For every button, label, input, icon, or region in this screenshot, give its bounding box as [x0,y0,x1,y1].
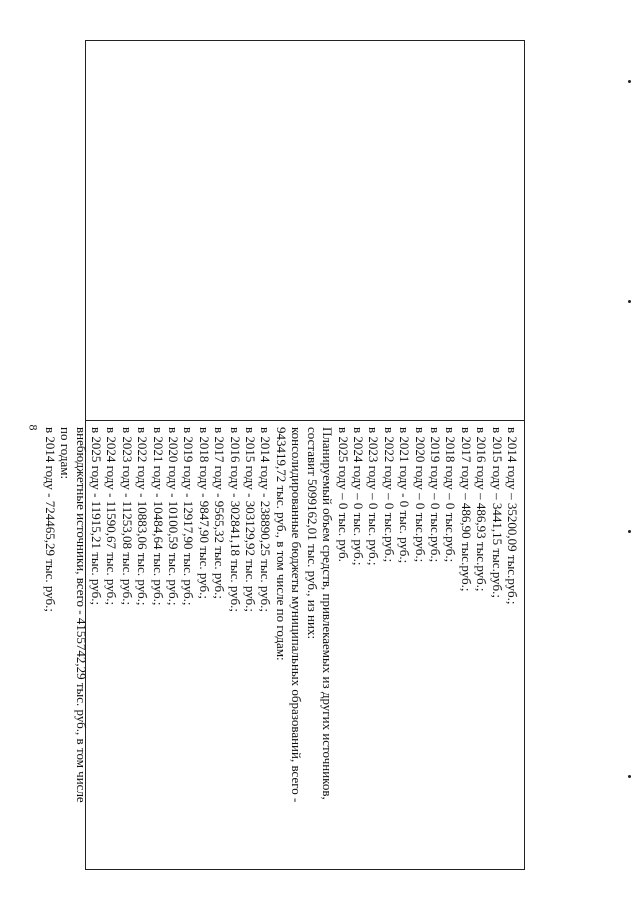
text-line: составит 5099162,01 тыс. руб., из них: [304,427,320,640]
text-line: в 2022 году – 0 тыс.руб.; [381,427,397,563]
text-line: в 2017 году – 486,90 тыс.руб.; [458,427,474,592]
table-right-cell [42,421,524,869]
text-line: Планируемый объем средств, привлекаемых из других источников, [320,427,336,800]
text-line: в 2024 году - 11590,67 тыс. руб.; [104,427,120,606]
text-line: в 2015 году – 3441,15 тыс.руб.; [489,427,505,598]
text-line: консолидированные бюджеты муниципальных образований, всего - [289,427,305,803]
text-line: в 2016 году – 486,93 тыс.руб.; [474,427,490,592]
table-left-cell [86,41,524,421]
text-line: в 2022 году - 10883,06 тыс. руб.; [135,427,151,606]
text-line: в 2020 году – 0 тыс.руб.; [412,427,428,563]
page-number: 8 [26,424,41,431]
text-line: по годам: [58,427,74,480]
text-line: в 2015 году - 303129,92 тыс. руб.; [243,427,259,613]
text-line: 943419,72 тыс. руб., в том числе по годам: [273,427,289,661]
rotated-sheet [42,40,525,870]
margin-mark [628,775,631,778]
margin-mark [628,300,631,303]
text-line: в 2021 году - 0 тыс. руб.; [397,427,413,564]
text-line: в 2025 году - 11915,21 тыс. руб.; [89,427,105,606]
text-line: в 2018 году – 0 тыс.руб.; [443,427,459,563]
margin-mark [628,530,631,533]
text-line: в 2016 году - 302841,18 тыс. руб.; [227,427,243,613]
text-line: в 2019 году – 0 тыс.руб.; [427,427,443,563]
margin-mark [628,80,631,83]
text-line: в 2024 году – 0 тыс. руб.; [350,427,366,566]
text-line: внебюджетные источники, всего - 4155742,29 тыс. руб., в том числе [73,427,89,803]
text-line: в 2019 году - 12917,90 тыс. руб.; [181,427,197,606]
text-line: в 2023 году – 0 тыс. руб.; [366,427,382,566]
text-line: в 2018 году - 9847,90 тыс. руб.; [196,427,212,600]
text-line: в 2014 году - 238890,25 тыс. руб.; [258,427,274,613]
text-line: в 2020 году - 10100,59 тыс. руб.; [166,427,182,606]
document-table [42,40,525,870]
text-line: в 2021 году - 10484,64 тыс. руб.; [150,427,166,606]
text-line: в 2014 году - 724465,29 тыс. руб.; [42,427,58,613]
text-line: в 2025 году – 0 тыс. руб. [335,427,351,562]
text-line: в 2014 году – 35200,09 тыс.руб.; [505,427,520,605]
text-line: в 2017 году - 9565,32 тыс. руб.; [212,427,228,600]
text-line: в 2023 году - 11253,08 тыс. руб.; [119,427,135,606]
